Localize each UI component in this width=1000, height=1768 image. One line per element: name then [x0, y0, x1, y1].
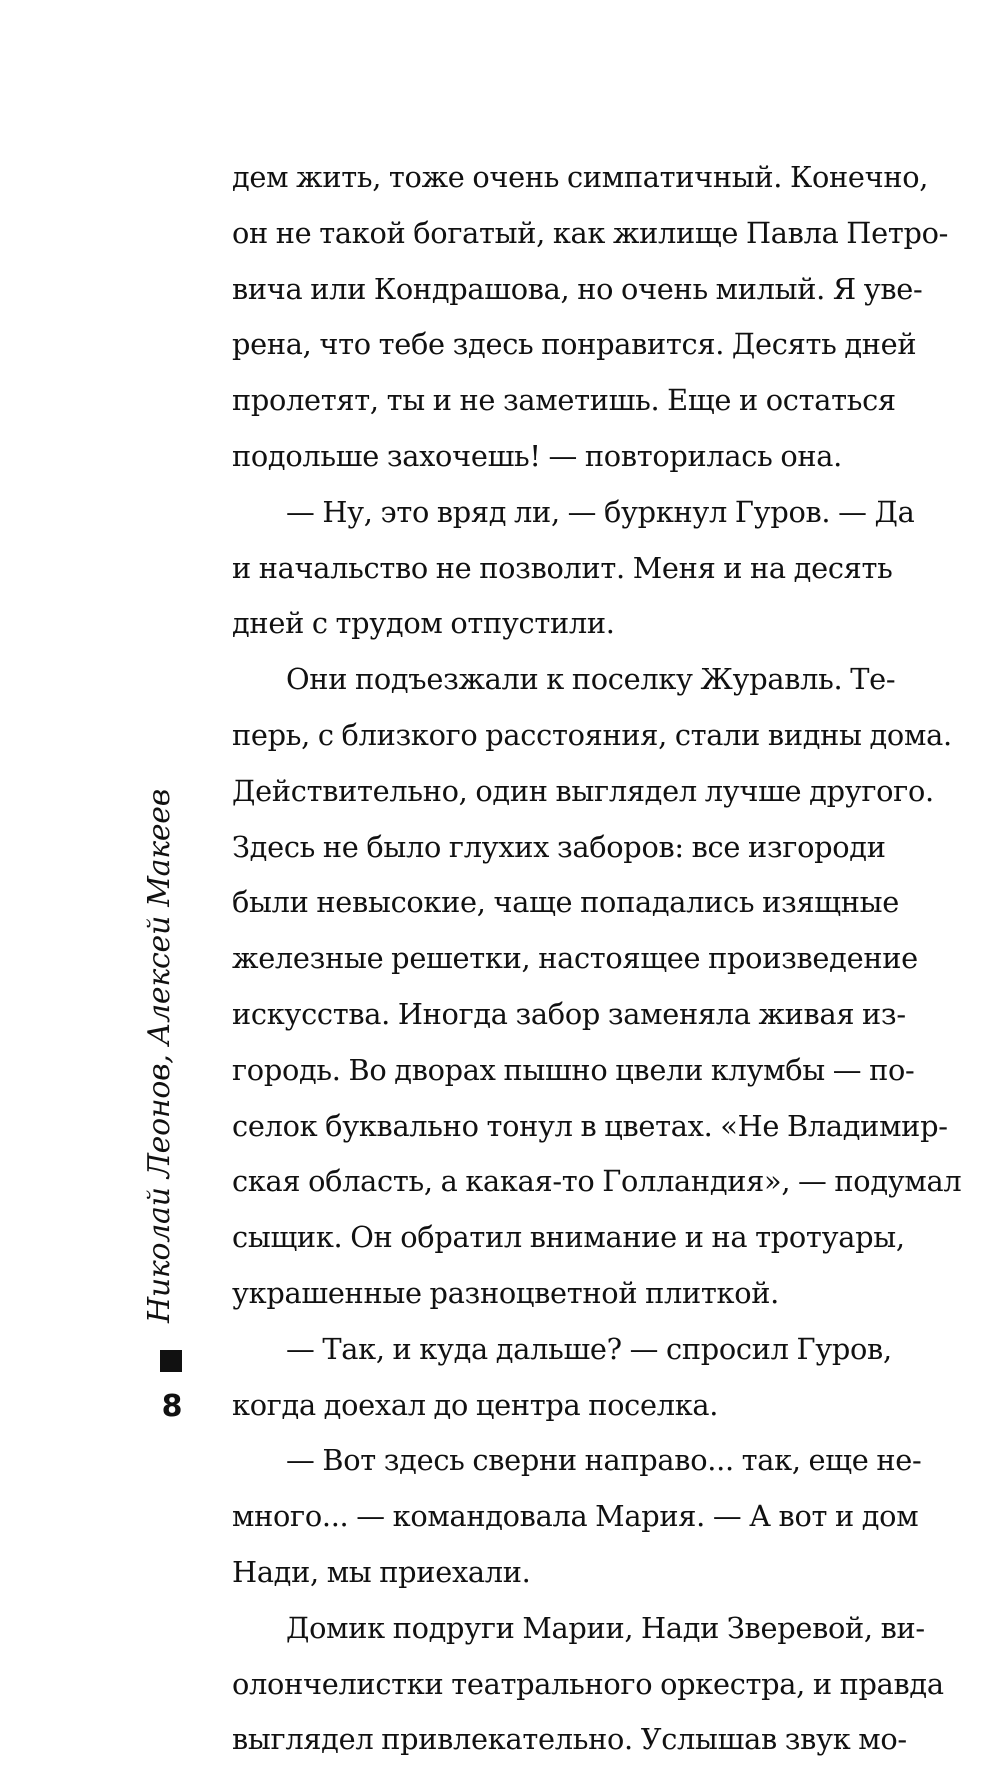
running-head-authors: Николай Леонов, Алексей Макеев	[142, 789, 177, 1323]
text-line: Действительно, один выглядел лучше другого.	[232, 773, 934, 808]
text-line: Домик подруги Марии, Нади Зверевой, ви-	[286, 1610, 925, 1645]
text-line: дней с трудом отпустили.	[232, 606, 615, 641]
text-line: сыщик. Он обратил внимание и на тротуары,	[232, 1220, 905, 1255]
text-line: вича или Кондрашова, но очень милый. Я уве-	[232, 271, 923, 306]
text-line: дем жить, тоже очень симпатичный. Конечно,	[232, 160, 929, 194]
text-line: железные решетки, настоящее произведение	[232, 941, 918, 976]
text-line: много... — командовала Мария. — А вот и дом	[232, 1499, 919, 1534]
text-line: городь. Во дворах пышно цвели клумбы — по-	[232, 1052, 915, 1087]
text-line: пролетят, ты и не заметишь. Еще и остаться	[232, 383, 896, 418]
text-line: олончелистки театрального оркестра, и правда	[232, 1666, 944, 1701]
text-line: селок буквально тонул в цветах. «Не Владимир-	[232, 1108, 948, 1143]
text-line: украшенные разноцветной плиткой.	[232, 1275, 779, 1310]
square-bullet-icon	[160, 1350, 182, 1372]
text-line: искусства. Иногда забор заменяла живая из-	[232, 996, 906, 1031]
text-line: и начальство не позволит. Меня и на десять	[232, 550, 893, 585]
text-line: Они подъезжали к поселку Журавль. Те-	[286, 662, 896, 697]
text-line: перь, с близкого расстояния, стали видны дома.	[232, 717, 952, 752]
text-line: Нади, мы приехали.	[232, 1554, 531, 1589]
text-line: он не такой богатый, как жилище Павла Петро-	[232, 215, 949, 250]
text-line: были невысокие, чаще попадались изящные	[232, 885, 899, 920]
page-number: 8	[161, 1389, 183, 1424]
text-line: — Ну, это вряд ли, — буркнул Гуров. — Да	[286, 494, 915, 529]
body-text	[232, 150, 962, 1768]
text-line: — Так, и куда дальше? — спросил Гуров,	[286, 1331, 892, 1366]
text-line: Здесь не было глухих заборов: все изгороди	[232, 829, 886, 864]
text-line: рена, что тебе здесь понравится. Десять дней	[232, 327, 917, 362]
text-line: — Вот здесь сверни направо... так, еще не-	[286, 1443, 922, 1478]
text-line: ская область, а какая-то Голландия», — подумал	[232, 1164, 962, 1199]
text-line: подольше захочешь! — повторилась она.	[232, 438, 843, 473]
text-line: выглядел привлекательно. Услышав звук мо-	[232, 1722, 907, 1757]
text-line: когда доехал до центра поселка.	[232, 1387, 719, 1422]
